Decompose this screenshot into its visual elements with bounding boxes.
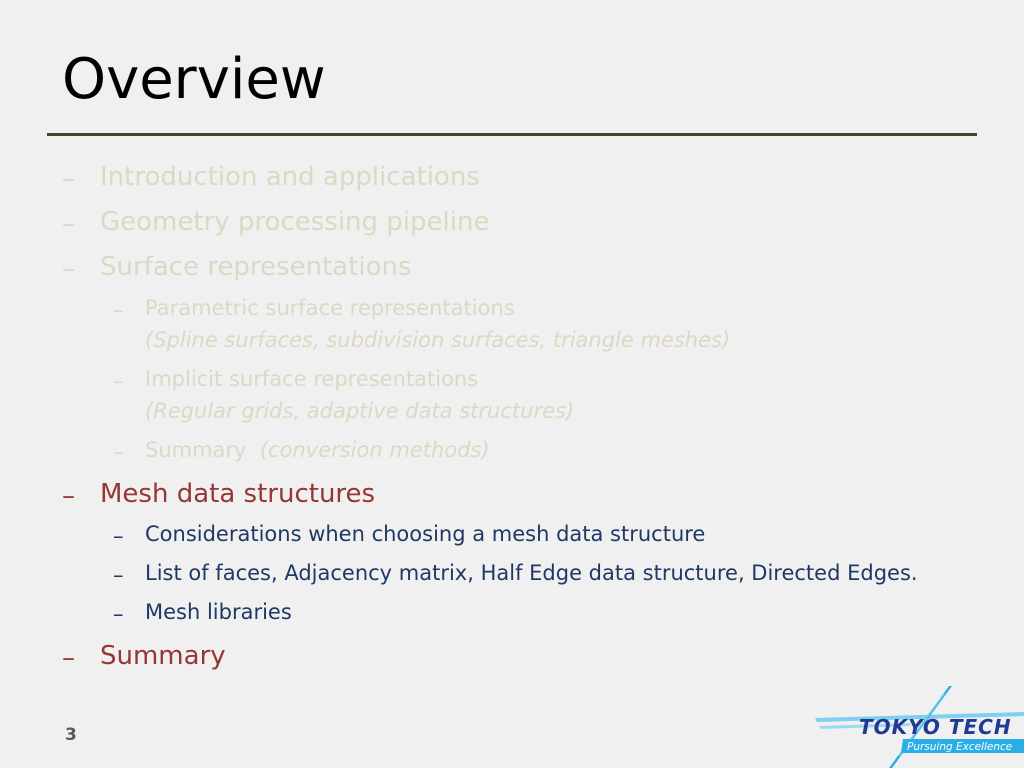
- title-divider: [47, 133, 977, 136]
- bullet-dash: –: [62, 209, 75, 239]
- outline-subitem-mesh-libraries: Mesh libraries: [145, 600, 292, 624]
- bullet-dash: –: [113, 602, 124, 626]
- outline-item-surface-representations: Surface representations: [100, 252, 412, 282]
- slide-title: Overview: [62, 47, 326, 112]
- outline-subitem-parametric: Parametric surface representations: [145, 296, 515, 320]
- page-number: 3: [65, 725, 77, 745]
- bullet-dash: –: [113, 440, 124, 464]
- outline-item-introduction: Introduction and applications: [100, 162, 480, 192]
- summary-label: Summary: [145, 438, 247, 462]
- bullet-dash: –: [113, 563, 124, 587]
- outline-subitem-implicit: Implicit surface representations: [145, 367, 479, 391]
- outline-subitem-summary: [145, 440, 490, 461]
- bullet-dash: –: [62, 643, 75, 673]
- logo-tagline: Pursuing Excellence: [907, 741, 1013, 753]
- outline-subitem-list-of-faces: List of faces, Adjacency matrix, Half Edge data structure, Directed Edges.: [145, 561, 918, 585]
- bullet-dash: –: [62, 254, 75, 284]
- outline-subitem-parametric-note: (Spline surfaces, subdivision surfaces, triangle meshes): [145, 328, 731, 352]
- summary-note: (conversion methods): [259, 438, 490, 462]
- tokyo-tech-logo: [815, 686, 1024, 768]
- outline-item-summary: Summary: [100, 641, 226, 671]
- bullet-dash: –: [113, 298, 124, 322]
- bullet-dash: –: [62, 481, 75, 511]
- outline-item-mesh-data-structures: Mesh data structures: [100, 479, 376, 509]
- outline-item-pipeline: Geometry processing pipeline: [100, 207, 490, 237]
- logo-wordmark: TOKYO TECH: [859, 715, 1012, 739]
- outline-subitem-considerations: Considerations when choosing a mesh data structure: [145, 522, 706, 546]
- bullet-dash: –: [62, 164, 75, 194]
- bullet-dash: –: [113, 369, 124, 393]
- bullet-dash: –: [113, 524, 124, 548]
- outline-subitem-implicit-note: (Regular grids, adaptive data structures): [145, 399, 575, 423]
